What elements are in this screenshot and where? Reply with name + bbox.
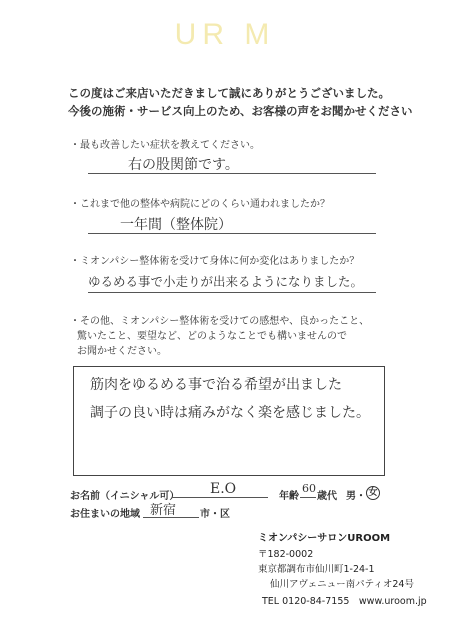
answer-2: 一年間（整体院） [120,217,232,233]
free-question-line-3: お聞かせください。 [77,346,167,357]
intro-line-1: この度はご来店いただきまして誠にありがとうございました。 [68,86,390,100]
comment-line-1: 筋肉をゆるめる事で治る希望が出ました [90,377,342,393]
intro-line-2: 今後の施術・サービス向上のため、お客様の声をお聞かせください [68,104,413,118]
shop-address-1: 東京都調布市仙川町1-24-1 [258,564,375,575]
age-line [300,497,316,498]
question-3: ・ミオンパシー整体術を受けて身体に何か変化はありましたか？ [70,256,360,267]
area-value: 新宿 [150,503,177,518]
area-suffix: 市・区 [200,509,230,520]
area-label: お住まいの地域 [70,509,140,520]
intro-message [68,84,413,120]
answer-3: ゆるめる事で小走りが出来るようになりました。 [88,274,364,289]
question-1: ・最も改善したい症状を教えてください。 [70,140,260,151]
shop-contact: TEL 0120-84-7155 www.uroom.jp [262,596,427,607]
comment-line-2: 調子の良い時は痛みがなく楽を感じました。 [90,405,370,421]
shop-address-2: 仙川アヴェニュー南パティオ24号 [270,579,414,590]
name-value: E.O [210,481,237,497]
answer-1-line [88,173,376,174]
area-line [143,517,199,518]
shop-name: ミオンパシーサロンUROOM [258,533,391,544]
age-label: 年齢 [279,491,299,502]
gender-female-circled: 女 [366,486,380,500]
free-question-line-2: 驚いたこと、要望など、どのようなことでも構いませんので [77,331,347,342]
answer-1: 右の股関節です。 [128,157,239,173]
free-question-line-1: ・その他、ミオンパシー整体術を受けての感想や、良かったこと、 [70,316,370,327]
answer-3-line [88,292,376,293]
age-suffix: 歳代 [317,491,337,502]
name-line [172,497,268,498]
uroom-logo: UR M [174,18,276,51]
name-label: お名前（イニシャル可） [70,491,180,502]
shop-zip: 〒182-0002 [258,549,314,560]
gender-male: 男・ [346,491,366,502]
age-value: 60 [302,482,316,495]
answer-2-line [88,233,376,234]
question-2: ・これまで他の整体や病院にどのくらい通われましたか？ [70,199,330,210]
